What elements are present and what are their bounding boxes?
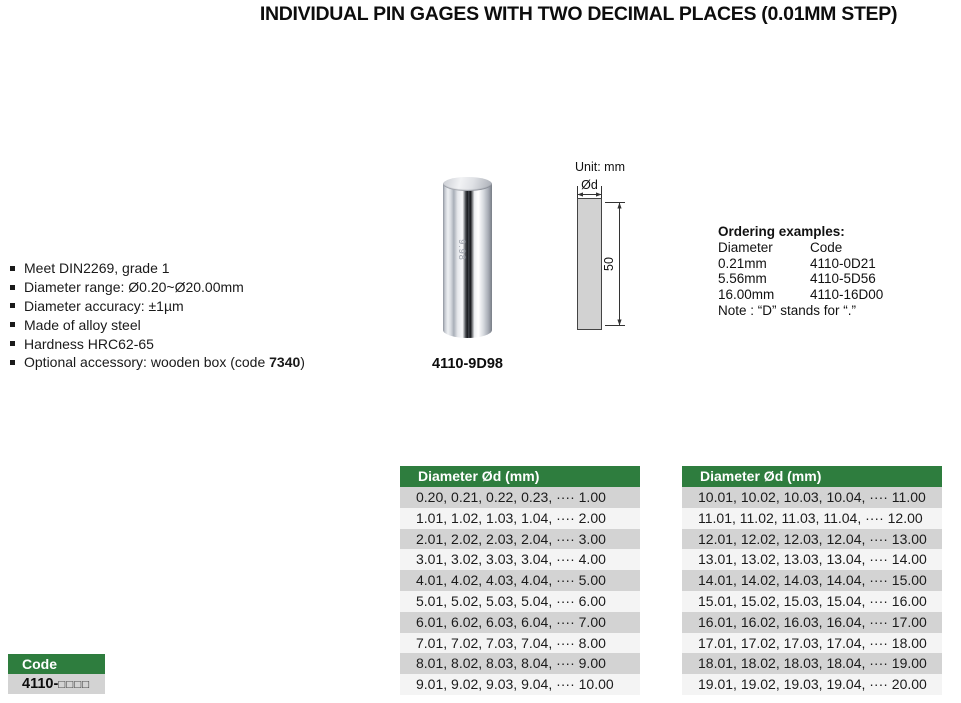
pin-profile-rect: [578, 199, 602, 330]
table-row: 4.01, 4.02, 4.03, 4.04, ···· 5.00: [400, 570, 640, 591]
dim-arrow-right: [596, 192, 602, 196]
feature-item: [10, 353, 305, 372]
bullet-square-icon: [10, 360, 15, 365]
dim-arrow-up: [617, 203, 621, 209]
ordering-heading: Ordering examples:: [718, 224, 845, 239]
table-row: 7.01, 7.02, 7.03, 7.04, ···· 8.00: [400, 633, 640, 654]
pin-dimension-diagram: [555, 158, 629, 338]
table-row: 16.01, 16.02, 16.03, 16.04, ···· 17.00: [682, 612, 942, 633]
table-row: 5.01, 5.02, 5.03, 5.04, ···· 6.00: [400, 591, 640, 612]
feature-item: [10, 315, 305, 334]
pin-gage-photo: [443, 177, 492, 338]
table-row: 12.01, 12.02, 12.03, 12.04, ···· 13.00: [682, 529, 942, 550]
code-placeholder-squares: □□□□: [58, 679, 91, 691]
ordering-examples: [718, 224, 883, 319]
ordering-row: [718, 271, 883, 287]
table-row: 18.01, 18.02, 18.03, 18.04, ···· 19.00: [682, 653, 942, 674]
table-row: 3.01, 3.02, 3.03, 3.04, ···· 4.00: [400, 549, 640, 570]
pin-shaft: [443, 184, 492, 338]
feature-item: [10, 278, 305, 297]
ordering-col-diameter: Diameter: [718, 239, 773, 255]
table-row: 15.01, 15.02, 15.03, 15.04, ···· 16.00: [682, 591, 942, 612]
code-box-header: Code: [8, 654, 105, 674]
table-row: 17.01, 17.02, 17.03, 17.04, ···· 18.00: [682, 633, 942, 654]
ordering-diameter: 16.00mm: [718, 287, 775, 303]
pin-top-face: [443, 177, 492, 191]
feature-text: [24, 354, 305, 370]
table-row: 1.01, 1.02, 1.03, 1.04, ···· 2.00: [400, 508, 640, 529]
code-prefix: 4110-: [22, 676, 59, 692]
ordering-diameter: 0.21mm: [718, 255, 767, 271]
page-title: INDIVIDUAL PIN GAGES WITH TWO DECIMAL PLACES (0.01MM STEP): [259, 3, 898, 25]
dim-arrow-left: [578, 192, 584, 196]
bullet-square-icon: [10, 322, 15, 327]
diameter-table-1: [400, 466, 640, 695]
feature-text: Meet DIN2269, grade 1: [24, 260, 170, 277]
feature-item: [10, 297, 305, 316]
height-dim-label: 50: [602, 257, 616, 271]
code-pattern: [8, 674, 105, 694]
diameter-dim-label: Ød: [581, 178, 598, 192]
diameter-table-2: [682, 466, 942, 695]
table-header: Diameter Ød (mm): [400, 466, 640, 487]
ordering-row: [718, 287, 883, 303]
ordering-diameter: 5.56mm: [718, 271, 767, 287]
table-row: 10.01, 10.02, 10.03, 10.04, ···· 11.00: [682, 487, 942, 508]
ordering-code: 4110-5D56: [810, 271, 876, 287]
feature-text: Made of alloy steel: [24, 316, 141, 333]
features-list: [10, 259, 305, 372]
table-row: 11.01, 11.02, 11.03, 11.04, ···· 12.00: [682, 508, 942, 529]
accessory-code: 7340: [269, 354, 301, 371]
feature-item: [10, 259, 305, 278]
bullet-square-icon: [10, 341, 15, 346]
bullet-square-icon: [10, 266, 15, 271]
table-row: 13.01, 13.02, 13.03, 13.04, ···· 14.00: [682, 549, 942, 570]
pin-engraving: 9.98: [456, 239, 467, 261]
feature-text: Hardness HRC62-65: [24, 335, 154, 352]
dim-arrow-down: [617, 320, 621, 326]
feature-text: Diameter accuracy: ±1µm: [24, 297, 184, 314]
ordering-col-code: Code: [810, 239, 843, 255]
table-row: 19.01, 19.02, 19.03, 19.04, ···· 20.00: [682, 674, 942, 695]
ordering-code: 4110-0D21: [810, 255, 876, 271]
ordering-note: Note : “D” stands for “.”: [718, 302, 857, 318]
feature-text-prefix: Optional accessory: wooden box (code: [24, 354, 270, 371]
bullet-square-icon: [10, 285, 15, 290]
pin-model-caption: 4110-9D98: [432, 356, 503, 372]
bullet-square-icon: [10, 303, 15, 308]
table-row: 14.01, 14.02, 14.03, 14.04, ···· 15.00: [682, 570, 942, 591]
table-header: Diameter Ød (mm): [682, 466, 942, 487]
table-row: 2.01, 2.02, 2.03, 2.04, ···· 3.00: [400, 529, 640, 550]
ordering-header-row: [718, 240, 883, 256]
feature-text: Diameter range: Ø0.20~Ø20.00mm: [24, 279, 244, 296]
ordering-code: 4110-16D00: [810, 287, 884, 303]
ordering-row: [718, 256, 883, 272]
feature-text-suffix: ): [300, 354, 305, 371]
table-row: 0.20, 0.21, 0.22, 0.23, ···· 1.00: [400, 487, 640, 508]
table-row: 6.01, 6.02, 6.03, 6.04, ···· 7.00: [400, 612, 640, 633]
code-box: [8, 654, 105, 694]
table-row: 8.01, 8.02, 8.03, 8.04, ···· 9.00: [400, 653, 640, 674]
unit-label: Unit: mm: [575, 160, 625, 174]
table-row: 9.01, 9.02, 9.03, 9.04, ···· 10.00: [400, 674, 640, 695]
feature-item: [10, 334, 305, 353]
